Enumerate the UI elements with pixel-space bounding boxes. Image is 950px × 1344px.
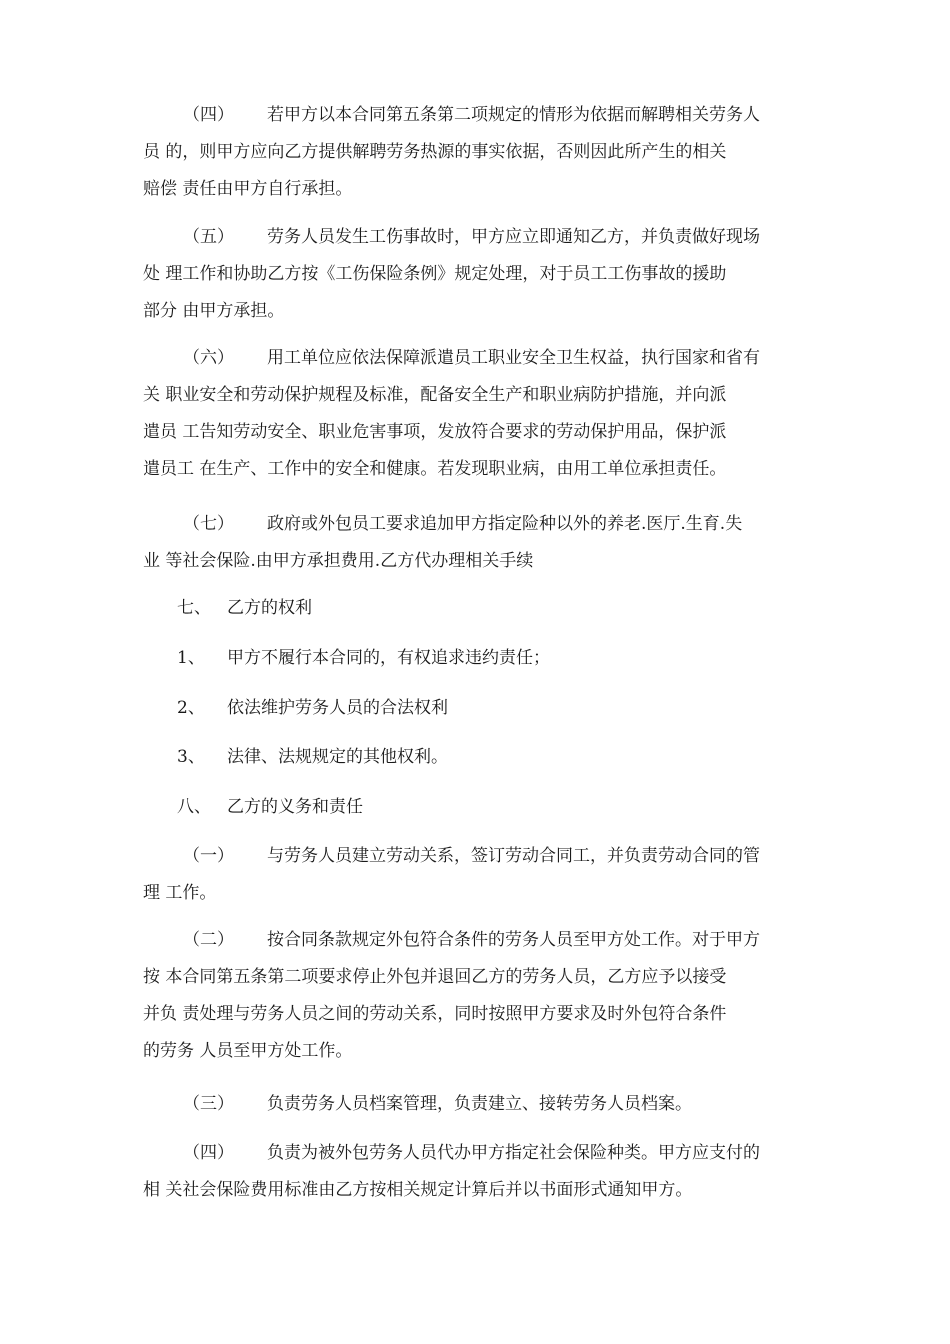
list-marker: 2、 (177, 698, 205, 718)
paragraph-duty-2 (143, 922, 818, 1070)
paragraph-line: 的劳务 人员至甲方处工作。 (143, 1041, 353, 1061)
paragraph-line: （六） 用工单位应依法保障派遣员工职业安全卫生权益，执行国家和省有 (143, 340, 818, 377)
list-marker: 3、 (177, 747, 205, 767)
clause-marker: （六） (183, 348, 234, 368)
list-item: 3、 法律、法规规定的其他权利。 (143, 739, 818, 776)
paragraph-line: （四） 负责为被外包劳务人员代办甲方指定社会保险种类。甲方应支付的 (143, 1135, 818, 1172)
list-marker: 1、 (177, 648, 205, 668)
paragraph-line: 理 工作。 (143, 883, 217, 903)
clause-marker: （二） (183, 930, 234, 950)
list-item: 2、 依法维护劳务人员的合法权利 (143, 690, 818, 727)
paragraph-duty-4 (143, 1135, 818, 1209)
paragraph-line: 业 等社会保险.由甲方承担费用.乙方代办理相关手续 (143, 551, 534, 571)
paragraph-line: 赔偿 责任由甲方自行承担。 (143, 179, 353, 199)
clause-marker: （四） (183, 1143, 234, 1163)
paragraph-line: 相 关社会保险费用标准由乙方按相关规定计算后并以书面形式通知甲方。 (143, 1180, 693, 1200)
section-title: 乙方的权利 (227, 598, 312, 618)
paragraph-duty-1 (143, 838, 818, 912)
clause-marker: （四） (183, 105, 234, 125)
clause-marker: （一） (183, 846, 234, 866)
paragraph-line: 处 理工作和协助乙方按《工伤保险条例》规定处理，对于员工工伤事故的援助 (143, 264, 727, 284)
clause-marker: （七） (183, 514, 234, 534)
section-7-heading (143, 590, 818, 627)
paragraph-line: （七） 政府或外包员工要求追加甲方指定险种以外的养老.医厅.生育.失 (143, 506, 818, 543)
section-marker: 八、 (177, 797, 211, 817)
paragraph-line: （二） 按合同条款规定外包符合条件的劳务人员至甲方处工作。对于甲方 (143, 922, 818, 959)
list-item: 1、 甲方不履行本合同的，有权追求违约责任； (143, 640, 818, 677)
paragraph-line: （三） 负责劳务人员档案管理，负责建立、接转劳务人员档案。 (143, 1086, 818, 1123)
paragraph-line: （四） 若甲方以本合同第五条第二项规定的情形为依据而解聘相关劳务人 (143, 97, 818, 134)
paragraph-line: 并负 责处理与劳务人员之间的劳动关系，同时按照甲方要求及时外包符合条件 (143, 1004, 727, 1024)
clause-marker: （三） (183, 1094, 234, 1114)
clause-marker: （五） (183, 227, 234, 247)
paragraph-clause-5 (143, 219, 818, 330)
section-title: 乙方的义务和责任 (227, 797, 363, 817)
paragraph-line: （一） 与劳务人员建立劳动关系，签订劳动合同工，并负责劳动合同的管 (143, 838, 818, 875)
paragraph-line: （五） 劳务人员发生工伤事故时，甲方应立即通知乙方，并负责做好现场 (143, 219, 818, 256)
paragraph-clause-6 (143, 340, 818, 488)
paragraph-line: 遣员工 在生产、工作中的安全和健康。若发现职业病，由用工单位承担责任。 (143, 459, 727, 479)
paragraph-line: 关 职业安全和劳动保护规程及标准，配备安全生产和职业病防护措施，并向派 (143, 385, 727, 405)
paragraph-line: 遣员 工告知劳动安全、职业危害事项，发放符合要求的劳动保护用品，保护派 (143, 422, 727, 442)
paragraph-line: 按 本合同第五条第二项要求停止外包并退回乙方的劳务人员，乙方应予以接受 (143, 967, 727, 987)
paragraph-clause-4 (143, 97, 818, 208)
paragraph-line: 部分 由甲方承担。 (143, 301, 285, 321)
paragraph-clause-7 (143, 506, 818, 580)
section-8-heading (143, 789, 818, 826)
paragraph-duty-3 (143, 1086, 818, 1123)
section-marker: 七、 (177, 598, 211, 618)
paragraph-line: 员 的，则甲方应向乙方提供解聘劳务热源的事实依据，否则因此所产生的相关 (143, 142, 727, 162)
